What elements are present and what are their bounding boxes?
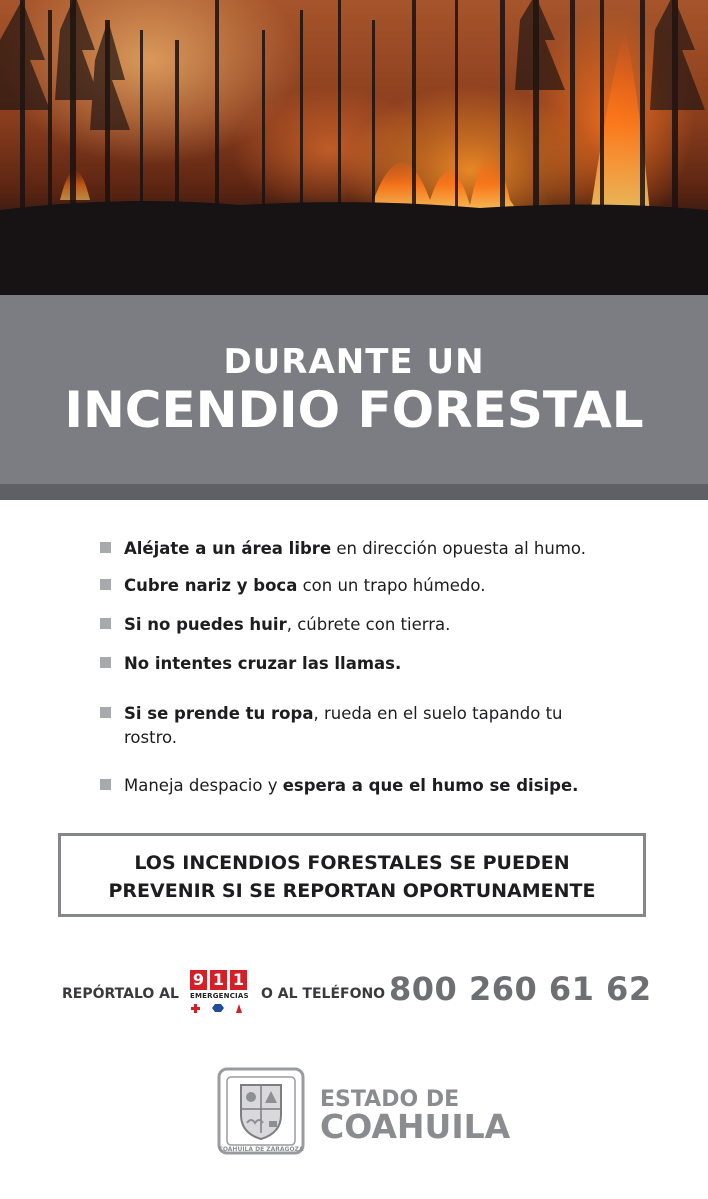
bullet-square-icon: [100, 579, 111, 590]
tip-text: [124, 702, 594, 750]
tip-rest: con un trapo húmedo.: [297, 576, 486, 595]
tip-emphasis: Si no puedes huir: [124, 615, 287, 634]
coahuila-coat-of-arms-icon: [213, 1063, 309, 1159]
notice-line-2: PREVENIR SI SE REPORTAN OPORTUNAMENTE: [108, 880, 596, 902]
state-name-line-2: COAHUILA: [320, 1107, 511, 1146]
report-label: REPÓRTALO AL: [62, 986, 179, 1002]
forest-fire-photo: [0, 0, 708, 295]
tip-text: [124, 652, 624, 676]
prevention-notice-box: [58, 833, 646, 917]
notice-line-1: LOS INCENDIOS FORESTALES SE PUEDEN: [134, 852, 570, 874]
emergency-digit: 1: [230, 970, 247, 990]
seal-inscription: COAHUILA DE ZARAGOZA: [218, 1146, 304, 1153]
tip-rest: , cúbrete con tierra.: [286, 615, 451, 634]
tip-emphasis: espera a que el humo se disipe.: [282, 776, 579, 795]
bullet-square-icon: [100, 618, 111, 629]
phone-number: 800 260 61 62: [389, 970, 652, 1008]
tip-text: [124, 537, 624, 561]
bullet-square-icon: [100, 779, 111, 790]
emergency-digit: 9: [190, 970, 207, 990]
title-line-1: DURANTE UN: [223, 342, 485, 382]
emergency-911-logo: [190, 970, 247, 1014]
tip-emphasis: No intentes cruzar las llamas.: [124, 654, 402, 673]
tip-rest: , rueda en el suelo tapando tu rostro.: [124, 704, 563, 747]
emergency-word: EMERGENCIAS: [190, 992, 249, 1000]
tip-emphasis: Aléjate a un área libre: [124, 539, 332, 558]
bullet-square-icon: [100, 657, 111, 668]
tip-emphasis: Cubre nariz y boca: [124, 576, 298, 595]
emergency-services-icons: [190, 1002, 247, 1014]
forest-silhouette: [0, 0, 708, 295]
emergency-digit: 1: [210, 970, 227, 990]
bullet-square-icon: [100, 707, 111, 718]
tip-text: [124, 574, 624, 598]
bullet-square-icon: [100, 542, 111, 553]
title-band-shadow: [0, 484, 708, 500]
title-line-2: INCENDIO FORESTAL: [64, 381, 644, 439]
tip-text: [124, 774, 624, 798]
tip-emphasis: Si se prende tu ropa: [124, 704, 314, 723]
tip-prefix: Maneja despacio y: [124, 776, 283, 795]
tip-text: [124, 613, 624, 637]
state-name-line-1: ESTADO DE: [320, 1087, 460, 1112]
phone-label: O AL TELÉFONO: [261, 986, 386, 1002]
tip-rest: en dirección opuesta al humo.: [331, 539, 586, 558]
